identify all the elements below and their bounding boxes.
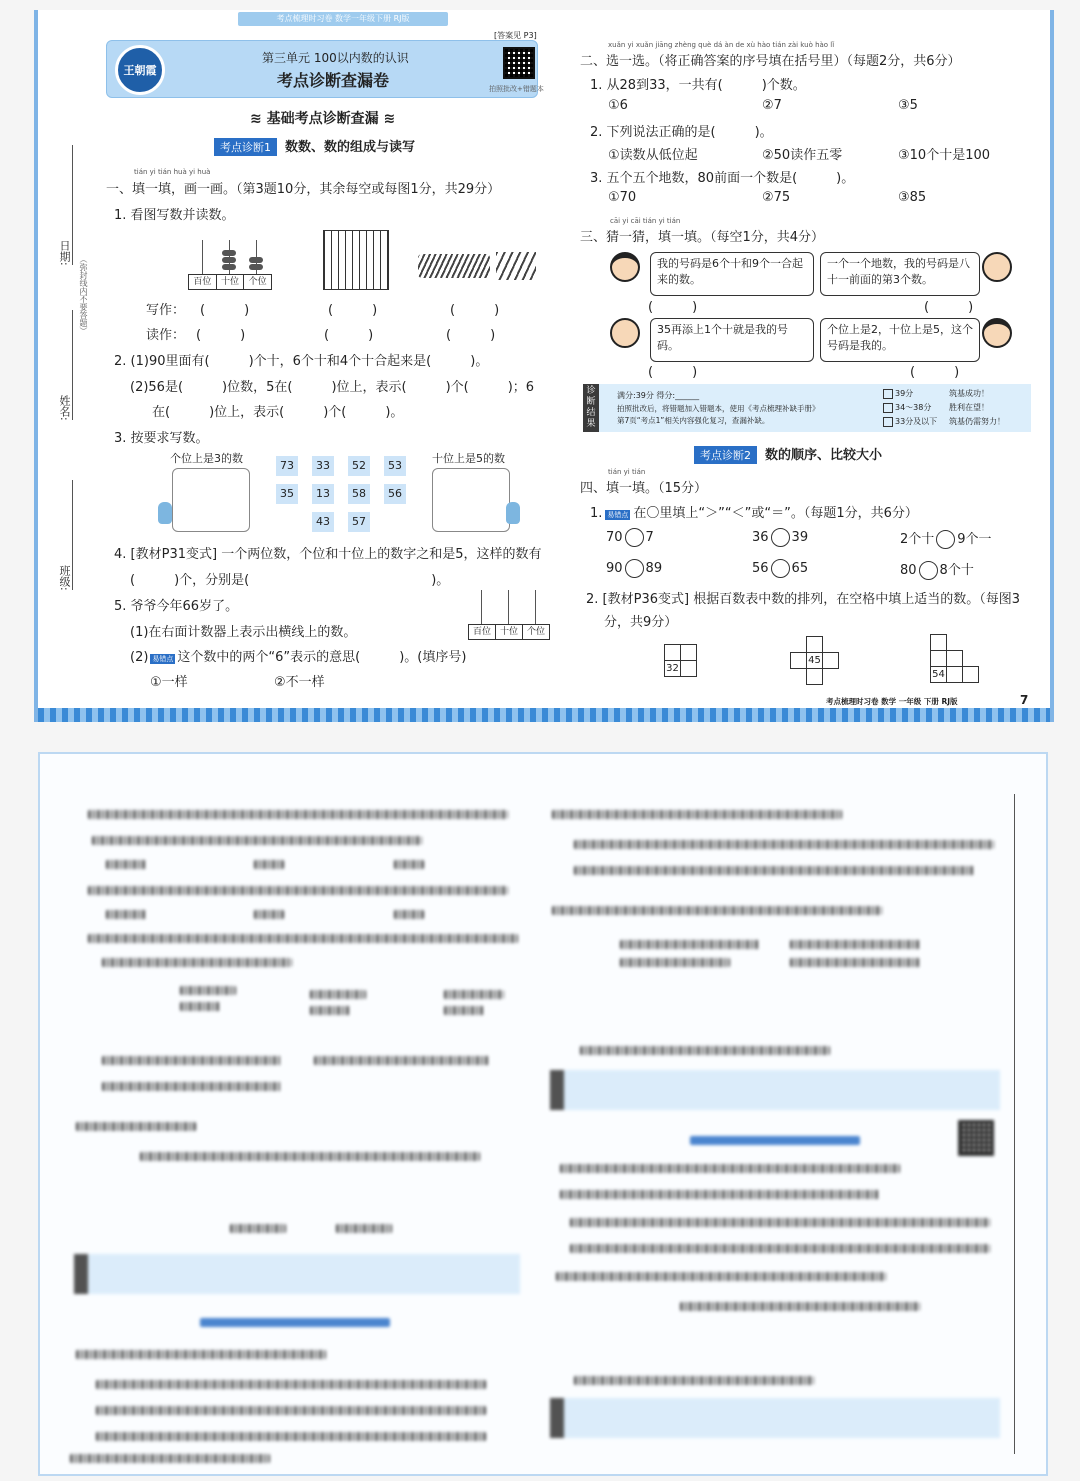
checkbox[interactable] (883, 403, 893, 413)
question-2-3: 3. 五个五个地数，80前面一个数是( )。 (590, 171, 855, 186)
question-1-2b: (2)56是( )位数，5在( )位上，表示( )个( )；6 (130, 380, 535, 395)
number-card[interactable]: 35 (276, 484, 298, 504)
compare-circle[interactable] (625, 559, 644, 578)
option[interactable]: ③10个十是100 (898, 148, 991, 163)
grid-cell[interactable] (664, 644, 681, 661)
option[interactable]: ①读数从低位起 (608, 148, 698, 163)
abacus-label: 百位 (189, 275, 217, 289)
number-card[interactable]: 57 (348, 512, 370, 532)
grid-cell[interactable] (930, 650, 947, 667)
boy-avatar-icon (982, 252, 1012, 282)
summary-instructions: 拍照批改后，将错题加入错题本，使用《考点梳理补缺手册》 (617, 404, 820, 413)
pinyin: cāi yi cāi tián yi tián (610, 217, 681, 225)
compare-item (900, 559, 974, 580)
abacus-label: 十位 (496, 625, 523, 639)
question-1-5: 5. 爷爷今年66岁了。 (114, 599, 239, 614)
grid-cell[interactable] (946, 666, 963, 683)
abacus-label: 十位 (217, 275, 245, 289)
sub-number: 1. (590, 506, 603, 521)
option-1[interactable]: ①一样 (150, 675, 188, 690)
option[interactable]: ①70 (608, 190, 637, 205)
grid-cell[interactable] (822, 652, 839, 669)
question-1-title: 一、填一填，画一画。（第3题10分，其余每空或每图1分，共29分） (106, 182, 501, 197)
option[interactable]: ②7 (762, 98, 782, 113)
abacus-label: 百位 (469, 625, 496, 639)
cat-mascot-icon (506, 502, 520, 524)
diagnosis-summary-bar (583, 384, 1031, 432)
answer-blank[interactable]: ( ) (328, 303, 378, 318)
question-1-4b: ( )个，分别是( )。 (130, 573, 450, 588)
score-range-label: 33分及以下 (895, 417, 938, 426)
question-2-2: 2. 下列说法正确的是( )。 (590, 125, 773, 140)
grid-cell[interactable] (680, 660, 697, 677)
answer-blank[interactable]: ( ) (196, 328, 246, 343)
compare-right: 39 (791, 530, 809, 545)
option-2[interactable]: ②不一样 (274, 675, 325, 690)
girl-avatar-icon (982, 318, 1012, 348)
compare-right: 7 (645, 530, 654, 545)
diagnosis-1-header (214, 136, 415, 156)
result-text: 筑基仍需努力！ (949, 417, 1005, 426)
page-footer: 考点梳理时习卷 数学 一年级 下册 RJ版 (826, 697, 958, 706)
boy-avatar-icon (610, 318, 640, 348)
answer-blank[interactable]: ( ) (648, 365, 698, 380)
date-field-label: 日期: (58, 240, 71, 266)
summary-score: 满分:39分 得分:______ (617, 391, 700, 400)
speech-bubble: 一个一个地数，我的号码是八十一前面的第3个数。 (820, 252, 980, 296)
question-4-1 (590, 502, 918, 521)
compare-item (606, 528, 654, 547)
number-card[interactable]: 73 (276, 456, 298, 476)
answer-blank[interactable]: ( ) (910, 365, 960, 380)
number-card[interactable]: 13 (312, 484, 334, 504)
question-1-3: 3. 按要求写数。 (114, 431, 209, 446)
compare-right: 65 (791, 561, 809, 576)
seal-line (72, 480, 73, 590)
wave-icon: ≋ (250, 111, 267, 127)
name-field-label: 姓名: (58, 395, 71, 421)
grid-cell[interactable] (962, 666, 979, 683)
question-2-1: 1. 从28到33，一共有( )个数。 (590, 78, 806, 93)
compare-left: 70 (606, 530, 623, 545)
speech-bubble: 我的号码是6个十和9个一合起来的数。 (650, 252, 814, 296)
grid-cell[interactable] (946, 650, 963, 667)
wave-icon: ≋ (378, 111, 396, 127)
question-1-4a: 4. [教材P31变式] 一个两位数，个位和十位上的数字之和是5，这样的数有 (114, 547, 542, 562)
compare-circle[interactable] (771, 559, 790, 578)
compare-right: 9个一 (957, 532, 992, 547)
class-field-label: 班级: (58, 565, 71, 591)
unit-title: 第三单元 100以内数的认识 (262, 51, 409, 65)
compare-left: 90 (606, 561, 623, 576)
compare-left: 2个十 (900, 532, 935, 547)
number-card[interactable]: 33 (312, 456, 334, 476)
diagnosis-tag: 考点诊断1 (214, 138, 277, 156)
answer-blank[interactable]: ( ) (450, 303, 500, 318)
worksheet-page-2-blurred (38, 752, 1048, 1476)
counting-abacus-empty[interactable] (468, 588, 548, 638)
number-card[interactable]: 52 (348, 456, 370, 476)
ten-sticks-figure (323, 230, 389, 290)
number-card[interactable]: 56 (384, 484, 406, 504)
qr-caption: 拍照批改+错题本 (489, 85, 544, 93)
score-range-label: 34～38分 (895, 403, 932, 412)
summary-instructions: 第7页“考点1”相关内容强化复习，查漏补缺。 (617, 416, 770, 425)
option[interactable]: ②75 (762, 190, 791, 205)
question-1-5-1: (1)在右面计数器上表示出横线上的数。 (130, 625, 357, 640)
option[interactable]: ③85 (898, 190, 927, 205)
checkbox[interactable] (883, 417, 893, 427)
question-text: 在〇里填上“＞”“＜”或“＝”。（每题1分，共6分） (633, 506, 918, 521)
compare-left: 80 (900, 563, 917, 578)
question-1-1: 1. 看图写数并读数。 (114, 208, 235, 223)
answer-ref: [答案见 P3] (494, 31, 537, 40)
diagnosis-title: 数的顺序、比较大小 (765, 448, 883, 463)
compare-right: 89 (645, 561, 663, 576)
answer-blank[interactable]: ( ) (200, 303, 250, 318)
sub-number: (2) (130, 650, 149, 665)
compare-left: 56 (752, 561, 769, 576)
seal-note: （弥封线内不要答题） (79, 255, 88, 335)
grid-cell-given: 54 (930, 666, 947, 683)
seal-line (1014, 794, 1015, 1454)
answer-blank[interactable]: ( ) (648, 300, 698, 315)
compare-item (900, 528, 992, 549)
pinyin: tián yi tián huà yi huà (134, 168, 211, 176)
section-heading-text: 基础考点诊断查漏 (266, 111, 379, 127)
grid-cell[interactable] (680, 644, 697, 661)
compare-item (752, 559, 808, 578)
number-card[interactable]: 43 (312, 512, 334, 532)
score-range-label: 39分 (895, 389, 914, 398)
score-range[interactable] (883, 416, 937, 427)
worksheet-page-1 (34, 10, 1054, 722)
option[interactable]: ②50读作五零 (762, 148, 843, 163)
question-1-5-2 (130, 646, 466, 665)
compare-item (752, 528, 808, 547)
number-card[interactable]: 58 (348, 484, 370, 504)
pinyin: tián yi tián (608, 468, 646, 476)
question-1-2a: 2. (1)90里面有( )个十，6个十和4个十合起来是( )。 (114, 354, 489, 369)
number-card[interactable]: 53 (384, 456, 406, 476)
box-left-label: 个位上是3的数 (170, 452, 243, 465)
question-4-2a: 2. [教材P36变式] 根据百数表中数的排列，在空格中填上适当的数。（每图3 (586, 592, 1020, 607)
seal-line (72, 310, 73, 420)
question-4-2b: 分，共9分） (604, 615, 678, 630)
compare-circle[interactable] (919, 561, 938, 580)
abacus-label: 个位 (248, 277, 267, 287)
option[interactable]: ①6 (608, 98, 628, 113)
answer-blank[interactable]: ( ) (924, 300, 974, 315)
unit-banner (106, 40, 544, 98)
score-range[interactable] (883, 388, 913, 399)
compare-circle[interactable] (936, 530, 955, 549)
summary-tag: 诊断结果 (583, 384, 599, 432)
score-range[interactable] (883, 402, 931, 413)
girl-avatar-icon (610, 252, 640, 282)
compare-item (606, 559, 662, 578)
grid-cell[interactable] (806, 668, 823, 685)
seal-line (72, 145, 73, 265)
brand-logo: 王朝霞 (115, 45, 165, 95)
compare-circle[interactable] (771, 528, 790, 547)
write-label: 写作： (146, 303, 186, 318)
speech-bubble: 35再添上1个十就是我的号码。 (650, 318, 814, 362)
decorative-wave-border (38, 708, 1050, 722)
grid-cell[interactable] (790, 652, 807, 669)
question-4-title: 四、填一填。（15分） (580, 481, 708, 496)
answer-blank[interactable]: ( ) (446, 328, 496, 343)
qr-code-icon (958, 1120, 994, 1156)
question-1-2c: 在( )位上，表示( )个( )。 (152, 405, 404, 420)
diagnosis-tag: 考点诊断2 (694, 446, 757, 464)
pinyin: xuǎn yi xuǎn jiāng zhèng què dá àn de xù hào tián zài kuò hào lǐ (608, 41, 835, 49)
question-3-title: 三、猜一猜，填一填。（每空1分，共4分） (580, 230, 825, 245)
box-right-label: 十位上是5的数 (432, 452, 505, 465)
abacus-label: 个位 (526, 627, 545, 637)
option[interactable]: ③5 (898, 98, 918, 113)
compare-circle[interactable] (625, 528, 644, 547)
exam-title: 考点诊断查漏卷 (277, 71, 390, 90)
page-number: 7 (1020, 693, 1029, 707)
abacus-figure (188, 238, 270, 290)
diagnosis-title: 数数、数的组成与读写 (285, 140, 416, 155)
section-heading (250, 108, 395, 128)
grid-cell-given: 32 (664, 660, 681, 677)
series-strip: 考点梳理时习卷 数学一年级下册 RJ版 (238, 12, 448, 26)
tricky-tag: 易错点 (607, 511, 629, 519)
compare-left: 36 (752, 530, 769, 545)
grid-cell-given: 45 (806, 652, 823, 669)
stick-bundles-figure (418, 248, 536, 284)
compare-right: 8个十 (939, 563, 974, 578)
result-text: 筑基成功！ (949, 389, 989, 398)
answer-blank[interactable]: ( ) (324, 328, 374, 343)
checkbox[interactable] (883, 389, 893, 399)
question-2-title: 二、选一选。（将正确答案的序号填在括号里）（每题2分，共6分） (580, 54, 961, 69)
result-text: 胜利在望！ (949, 403, 989, 412)
qr-code-icon[interactable] (503, 47, 535, 79)
answer-box-ones-3[interactable] (172, 468, 250, 532)
grid-cell[interactable] (806, 636, 823, 653)
grid-cell[interactable] (930, 634, 947, 651)
tricky-tag: 易错点 (152, 655, 174, 663)
read-label: 读作： (146, 328, 186, 343)
speech-bubble: 个位上是2，十位上是5，这个号码是我的。 (820, 318, 980, 362)
diagnosis-2-header (694, 444, 882, 464)
question-text: 这个数中的两个“6”表示的意思( )。(填序号) (177, 650, 467, 665)
cat-mascot-icon (158, 502, 172, 524)
answer-box-tens-5[interactable] (432, 468, 510, 532)
